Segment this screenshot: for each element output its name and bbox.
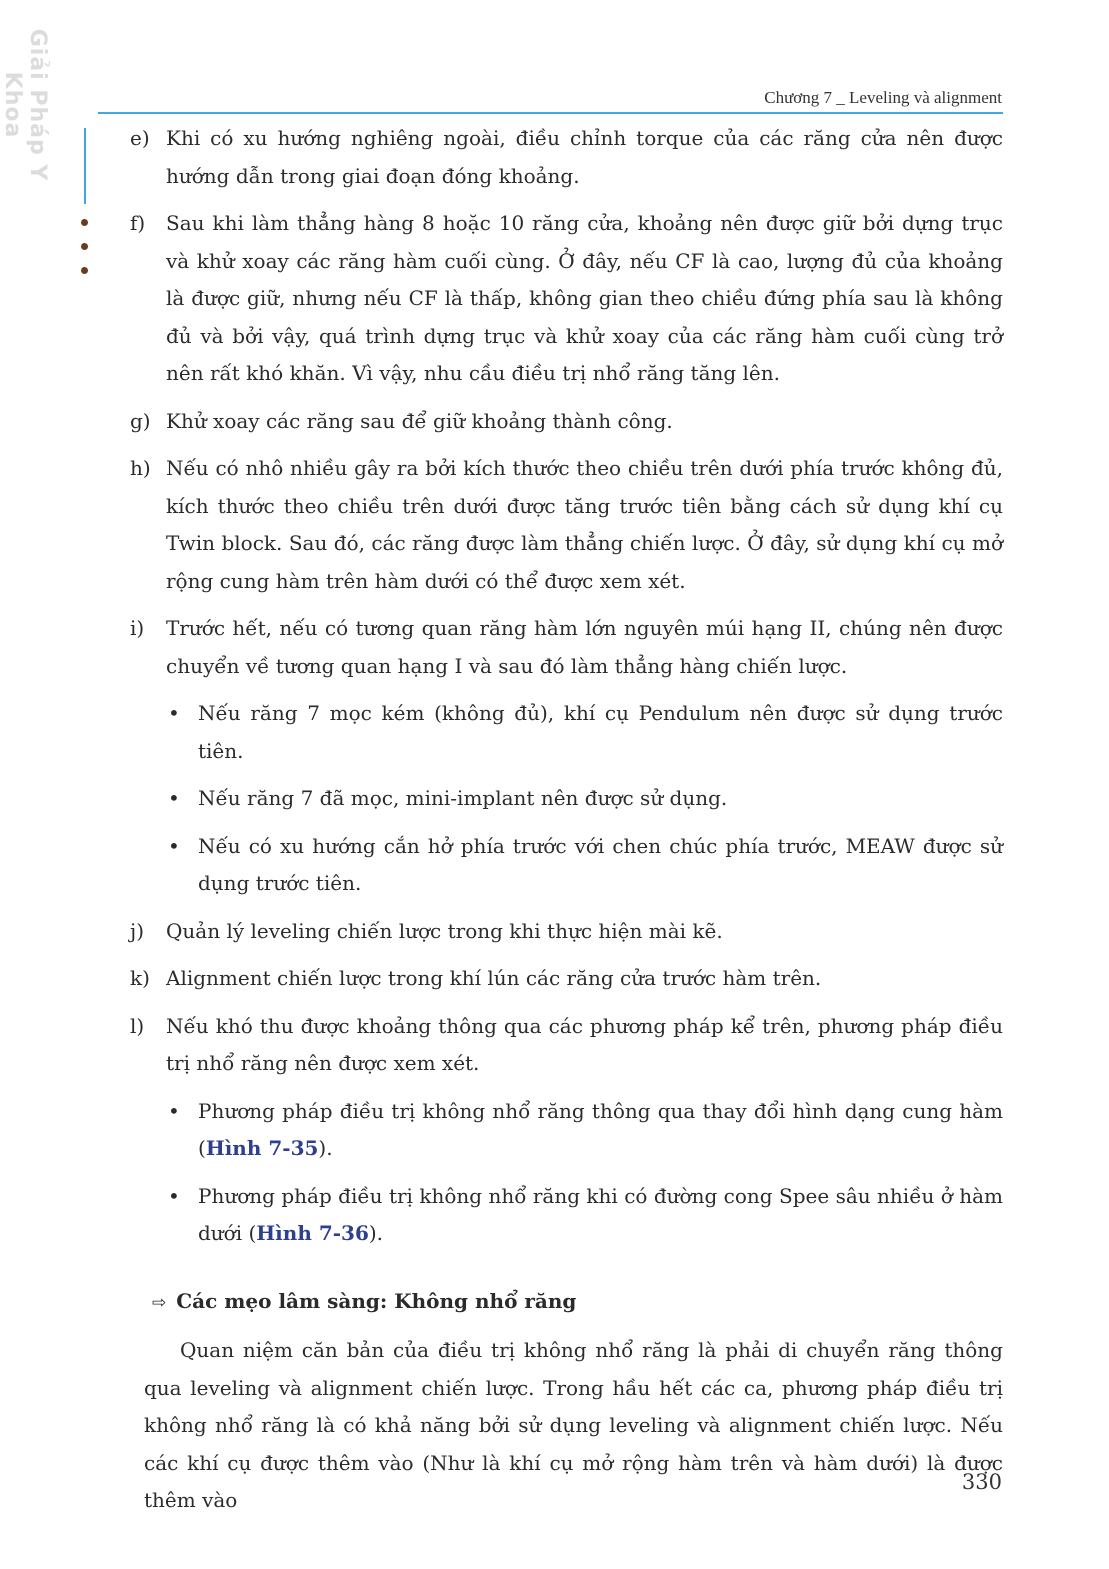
list-item-e — [130, 120, 1003, 195]
list-item-l — [130, 1008, 1003, 1083]
bullet-text: Phương pháp điều trị không nhổ răng thông qua thay đổi hình dạng cung hàm ( — [198, 1098, 1003, 1160]
list-item-h — [130, 450, 1003, 600]
header-rule — [98, 112, 1003, 114]
item-label: e) — [130, 126, 150, 150]
item-text: Trước hết, nếu có tương quan răng hàm lớn nguyên múi hạng II, chúng nên được chuyển về tương quan hạng I và sau đó làm thẳng hàng chiến lược. — [166, 616, 1003, 678]
bullet-text: Phương pháp điều trị không nhổ răng khi có đường cong Spee sâu nhiều ở hàm dưới ( — [198, 1183, 1003, 1245]
running-header: Chương 7 _ Leveling và alignment — [764, 88, 1002, 107]
section-heading — [152, 1283, 1003, 1323]
bullet-item — [166, 695, 1003, 770]
body-paragraph: Quan niệm căn bản của điều trị không nhổ răng là phải di chuyển răng thông qua leveling và alignment chiến lược. Trong hầu hết các ca, phương pháp điều trị không nhổ răng là có khả năng bởi sử dụng leveling và alignment chiến lược. Nếu các khí cụ được thêm vào (Như là khí cụ mở rộng hàm trên và hàm dưới) là được thêm vào — [144, 1338, 1003, 1512]
item-label: f) — [130, 211, 146, 235]
item-text: Khử xoay các răng sau để giữ khoảng thành công. — [166, 408, 673, 433]
list-item-f — [130, 205, 1003, 393]
item-label: k) — [130, 966, 150, 990]
bullet-text-end: ). — [368, 1221, 384, 1245]
bullet-item — [166, 828, 1003, 903]
item-label: g) — [130, 408, 151, 433]
item-text: Nếu khó thu được khoảng thông qua các phương pháp kể trên, phương pháp điều trị nhổ răng nên được xem xét. — [166, 1013, 1003, 1075]
side-rule — [84, 128, 86, 204]
arrow-right-icon: ⇨ — [152, 1292, 167, 1313]
bullet-list-i — [166, 695, 1003, 903]
item-label: l) — [130, 1013, 145, 1038]
list-item-g — [130, 403, 1003, 441]
bullet-list-l — [166, 1093, 1003, 1253]
item-label: h) — [130, 456, 151, 480]
figure-reference-link[interactable]: Hình 7-36 — [256, 1221, 369, 1245]
section-heading-text: Các mẹo lâm sàng: Không nhổ răng — [176, 1288, 577, 1313]
bullet-item — [166, 780, 1003, 818]
decor-dot-1 — [81, 219, 88, 226]
bullet-dot: • — [168, 1183, 180, 1208]
figure-reference-link[interactable]: Hình 7-35 — [205, 1136, 319, 1160]
bullet-dot: • — [168, 833, 180, 858]
bullet-text: Nếu răng 7 mọc kém (không đủ), khí cụ Pendulum nên được sử dụng trước tiên. — [198, 701, 1003, 763]
item-text: Sau khi làm thẳng hàng 8 hoặc 10 răng cửa, khoảng nên được giữ bởi dựng trục và khử xoay các răng hàm cuối cùng. Ở đây, nếu CF là cao, lượng đủ của khoảng là được giữ, nhưng nếu CF là thấp, không gian theo chiều đứng phía sau là không đủ và bởi vậy, quá trình dựng trục và khử xoay của các răng hàm cuối cùng trở nên rất khó khăn. Vì vậy, nhu cầu điều trị nhổ răng tăng lên. — [166, 211, 1003, 385]
bullet-item — [166, 1093, 1003, 1168]
bullet-dot: • — [168, 1098, 180, 1123]
decor-dot-3 — [81, 267, 88, 274]
decor-dot-2 — [81, 243, 88, 250]
item-text: Khi có xu hướng nghiêng ngoài, điều chỉnh torque của các răng cửa nên được hướng dẫn trong giai đoạn đóng khoảng. — [166, 126, 1003, 188]
page-number: 330 — [961, 1470, 1002, 1494]
item-text: Quản lý leveling chiến lược trong khi thực hiện mài kẽ. — [166, 918, 723, 943]
list-item-k — [130, 960, 1003, 998]
item-label: j) — [130, 918, 145, 943]
watermark-text: Giải Pháp Y Khoa — [0, 28, 50, 182]
item-text: Nếu có nhô nhiều gây ra bởi kích thước theo chiều trên dưới phía trước không đủ, kích thước theo chiều trên dưới được tăng trước tiên bằng cách sử dụng khí cụ Twin block. Sau đó, các răng được làm thẳng chiến lược. Ở đây, sử dụng khí cụ mở rộng cung hàm trên hàm dưới có thể được xem xét. — [166, 456, 1003, 593]
bullet-dot: • — [168, 701, 180, 725]
bullet-text-end: ). — [318, 1136, 333, 1160]
item-label: i) — [130, 616, 145, 640]
bullet-item — [166, 1178, 1003, 1253]
item-text: Alignment chiến lược trong khí lún các răng cửa trước hàm trên. — [166, 966, 822, 990]
list-item-i — [130, 610, 1003, 685]
bullet-text: Nếu có xu hướng cắn hở phía trước với chen chúc phía trước, MEAW được sử dụng trước tiên. — [198, 833, 1003, 895]
list-item-j — [130, 913, 1003, 951]
bullet-text: Nếu răng 7 đã mọc, mini-implant nên được sử dụng. — [198, 786, 728, 810]
page-body — [130, 120, 1003, 1520]
bullet-dot: • — [168, 786, 180, 810]
